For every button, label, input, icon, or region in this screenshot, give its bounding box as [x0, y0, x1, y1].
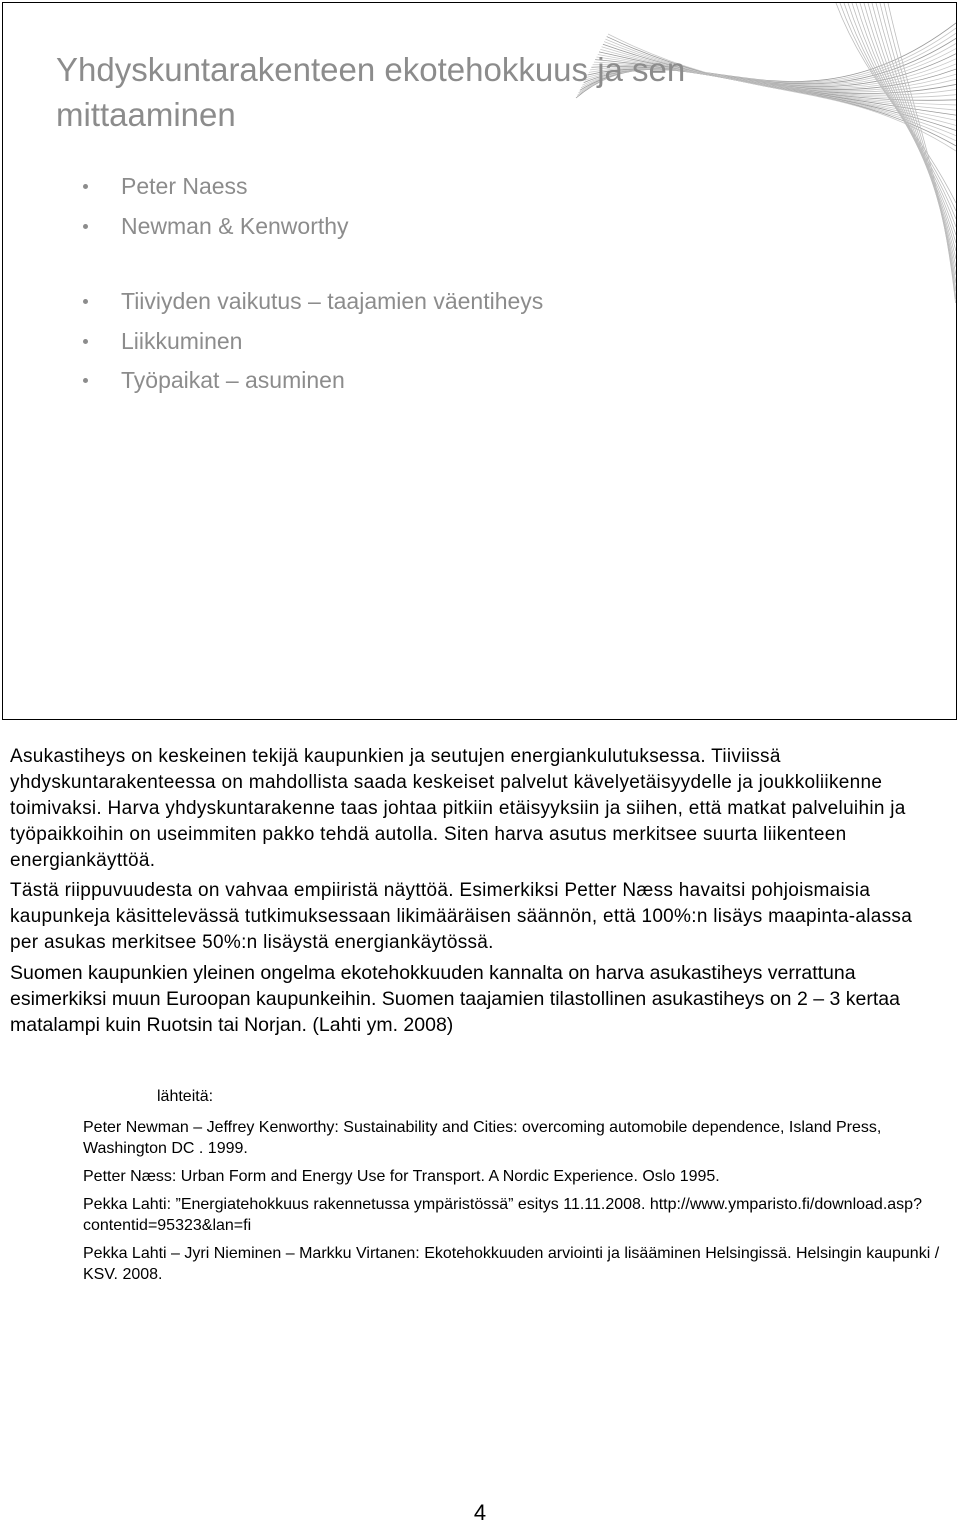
bullet-dot-icon [83, 224, 88, 229]
slide-title: Yhdyskuntarakenteen ekotehokkuus ja sen mittaaminen [56, 51, 686, 133]
bullet-dot-icon [83, 184, 88, 189]
page-number: 4 [473, 1500, 487, 1525]
reference-list [83, 1117, 943, 1292]
bullet-dot-icon [83, 378, 88, 383]
sources-label: lähteitä: [157, 1088, 214, 1105]
speaker-notes [10, 744, 945, 1038]
reference-item: Pekka Lahti – Jyri Nieminen – Markku Virtanen: Ekotehokkuuden arviointi ja lisääminen Helsingissä. Helsingin kaupunki / KSV. 2008. [83, 1245, 940, 1283]
reference-item: Peter Newman – Jeffrey Kenworthy: Sustainability and Cities: overcoming automobile dependence, Island Press, Washington DC . 1999. [83, 1119, 882, 1157]
notes-paragraph: Tästä riippuvuudesta on vahvaa empiiristä näyttöä. Esimerkiksi Petter Næss havaitsi pohjoismaisia kaupunkeja käsittelevässä tutkimuksessaan likimääräisen säännön, että 100%:n lisäys maapinta-alassa per asukas merkitsee 50%:n lisäystä energiankäytössä. [10, 880, 913, 953]
notes-paragraph: Asukastiheys on keskeinen tekijä kaupunkien ja seutujen energiankulutuksessa. Tiiviissä yhdyskuntarakenteessa on mahdollista saada keskeiset palvelut kävelyetäisyydelle ja joukkoliikenne toimivaksi. Harva yhdyskuntarakenne taas johtaa pitkiin etäisyyksiin ja siihen, että matkat palveluihin ja työpaikkoihin on useimmiten pakko tehdä autolla. Siten harva asutus merkitsee suurta liikenteen energiankäyttöä. [10, 746, 906, 871]
reference-item: Pekka Lahti: ”Energiatehokkuus rakennetussa ympäristössä” esitys 11.11.2008. http://www.ymparisto.fi/download.asp?contentid=95323&lan=fi [83, 1196, 922, 1234]
bullet-dot-icon [83, 339, 88, 344]
bullet-dot-icon [83, 299, 88, 304]
slide-thumbnail: Yhdyskuntarakenteen ekotehokkuus ja sen mittaaminen Peter Naess Newman & Kenworthy Tiiviyden vaikutus – taajamien väentiheys Liikkuminen Työpaikat – asuminen [2, 2, 957, 720]
notes-paragraph: Suomen kaupunkien yleinen ongelma ekotehokkuuden kannalta on harva asukastiheys verrattuna esimerkiksi muun Euroopan kaupunkeihin. Suomen taajamien tilastollinen asukastiheys on 2 – 3 kertaa matalampi kuin Ruotsin tai Norjan. (Lahti ym. 2008) [10, 962, 900, 1036]
reference-item: Petter Næss: Urban Form and Energy Use for Transport. A Nordic Experience. Oslo 1995. [83, 1168, 720, 1185]
